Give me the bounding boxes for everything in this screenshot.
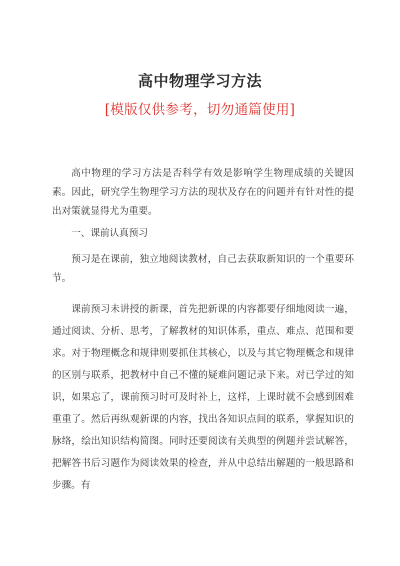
intro-paragraph: 高中物理的学习方法是否科学有效是影响学生物理成绩的关键因素。因此，研究学生物理学习方法的现状及存在的问题并有针对性的提出对策就显得尤为重要。 xyxy=(52,168,354,217)
document-title: 高中物理学习方法 xyxy=(137,72,262,90)
document-subtitle: [模版仅供参考，切勿通篇使用] xyxy=(104,102,296,118)
preview-method-paragraph: 课前预习未讲授的新课，首先把新课的内容都要仔细地阅读一遍，通过阅读、分析、思考，了解教材的知识体系，重点、难点、范围和要求。对于物理概念和规律则要抓住其核心，以及与其它物理概念和规律的区别与联系，把教材中自己不懂的疑难问题记录下来。对已学过的知识，如果忘了，课前预习时可及时补上，这样，上课时就不会感到困难重重了。然后再纵观新课的内容，找出各知识点间的联系，掌握知识的脉络，绘出知识结构简图。同时还要阅读有关典型的例题并尝试解答，把解答书后习题作为阅读效果的检查，并从中总结出解题的一般思路和步骤。有 xyxy=(52,303,354,491)
section-heading: 一、课前认真预习 xyxy=(71,228,148,240)
preview-definition-paragraph: 预习是在课前，独立地阅读教材，自己去获取新知识的一个重要环节。 xyxy=(52,254,354,284)
document-body xyxy=(52,165,354,507)
